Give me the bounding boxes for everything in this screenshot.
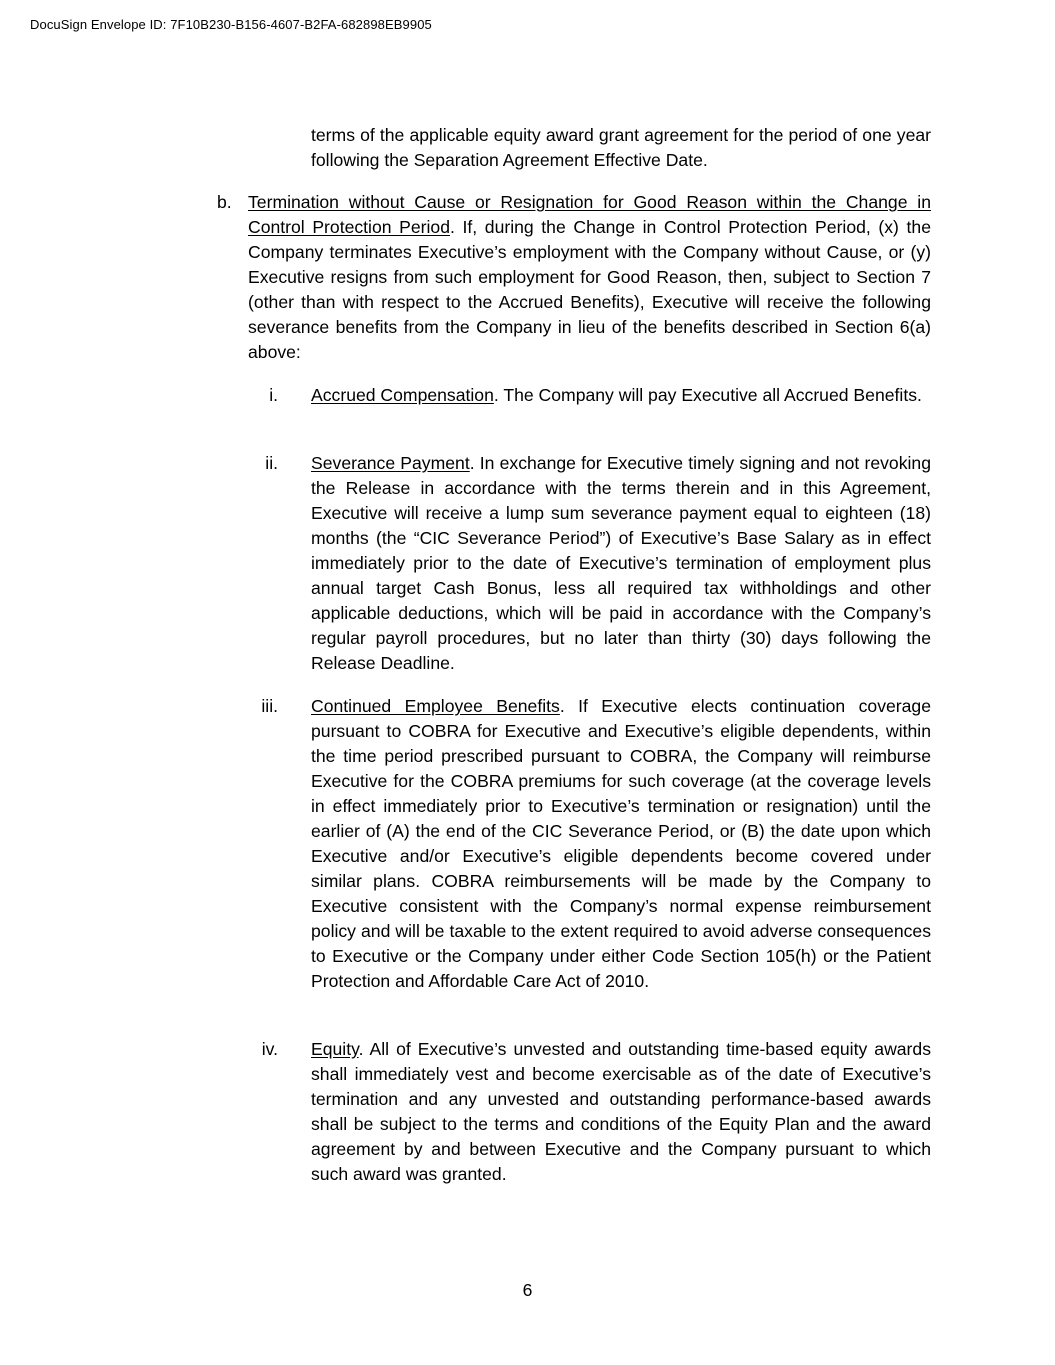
section-b-number: b. [217,192,232,212]
item-body [311,451,931,676]
item-body [311,1037,931,1187]
list-item-equity [255,1037,931,1187]
item-heading: Equity [311,1039,359,1059]
item-number: iii. [261,696,278,716]
section-b-body [248,190,931,365]
list-item-accrued-compensation [255,383,931,408]
section-b [215,190,931,365]
page-number: 6 [522,1280,533,1300]
item-heading: Accrued Compensation [311,385,494,405]
intro-paragraph: terms of the applicable equity award grant agreement for the period of one year following the Separation Agreement Effective Date. [311,125,931,170]
list-item-continued-employee-benefits [255,694,931,994]
item-number: ii. [265,453,278,473]
item-number: i. [269,385,278,405]
docusign-envelope-id: DocuSign Envelope ID: 7F10B230-B156-4607-B2FA-682898EB9905 [30,17,432,32]
item-number: iv. [261,1039,278,1059]
item-text: . The Company will pay Executive all Accrued Benefits. [493,385,922,405]
item-text: . All of Executive’s unvested and outstanding time-based equity awards shall immediately vest and become exercisable as of the date of Executive’s termination and any unvested and outstanding performance-based awards shall be subject to the terms and conditions of the Equity Plan and the award agreement by and between Executive and the Company pursuant to which such award was granted. [311,1039,931,1184]
section-b-heading: Termination without Cause or Resignation for Good Reason within the Change in Control Protection Period [248,192,931,237]
list-item-severance-payment [255,451,931,676]
section-b-text: . If, during the Change in Control Protection Period, (x) the Company terminates Executive’s employment with the Company without Cause, or (y) Executive resigns from such employment for Good Reason, then, subject to Section 7 (other than with respect to the Accrued Benefits), Executive will receive the following severance benefits from the Company in lieu of the benefits described in Section 6(a) above: [248,217,931,362]
item-text: . In exchange for Executive timely signing and not revoking the Release in accordance with the terms therein and in this Agreement, Executive will receive a lump sum severance payment equal to eighteen (18) months (the “CIC Severance Period”) of Executive’s Base Salary as in effect immediately prior to the date of Executive’s termination of employment plus annual target Cash Bonus, less all required tax withholdings and other applicable deductions, which will be paid in accordance with the Company’s regular payroll procedures, but no later than thirty (30) days following the Release Deadline. [311,453,931,673]
item-body [311,383,931,408]
item-heading: Continued Employee Benefits [311,696,560,716]
item-body [311,694,931,994]
item-heading: Severance Payment [311,453,470,473]
item-text: . If Executive elects continuation coverage pursuant to COBRA for Executive and Executive’s eligible dependents, within the time period prescribed pursuant to COBRA, the Company will reimburse Executive for the COBRA premiums for such coverage (at the coverage levels in effect immediately prior to Executive’s termination or resignation) until the earlier of (A) the end of the CIC Severance Period, or (B) the date upon which Executive and/or Executive’s eligible dependents become covered under similar plans. COBRA reimbursements will be made by the Company to Executive consistent with the Company’s normal expense reimbursement policy and will be taxable to the extent required to avoid adverse consequences to Executive or the Company under either Code Section 105(h) or the Patient Protection and Affordable Care Act of 2010. [311,696,931,991]
